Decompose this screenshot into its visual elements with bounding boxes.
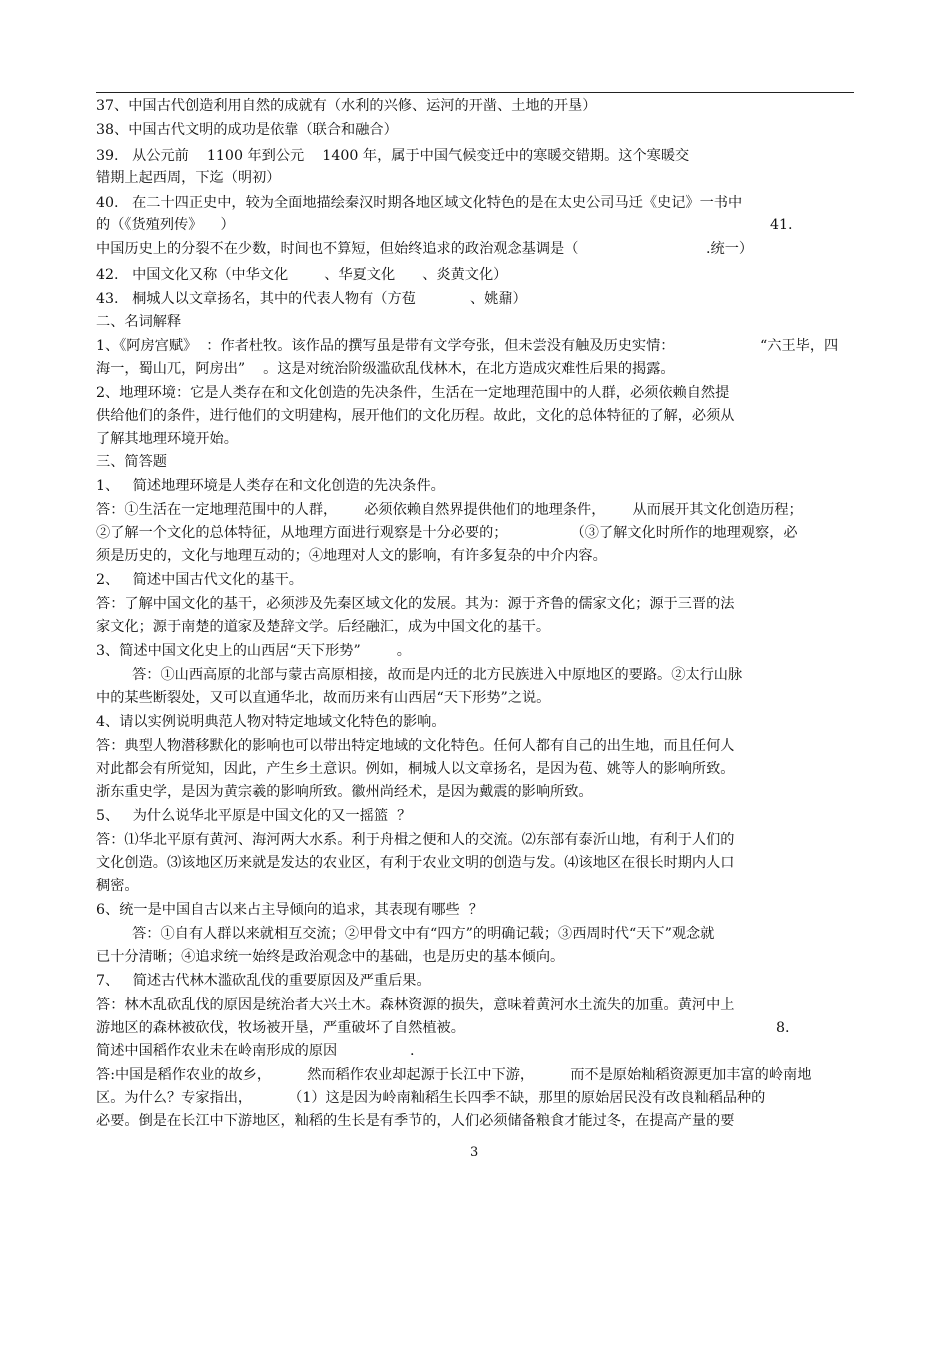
question-39-line1: 39. 从公元前 1100 年到公元 1400 年，属于中国气候变迁中的寒暖交错期。这个寒暖交 xyxy=(96,148,690,164)
answer-5-question: 5、 为什么说华北平原是中国文化的又一摇篮 ？ xyxy=(96,808,412,824)
section-heading-terms: 二、名词解释 xyxy=(96,314,182,330)
answer-3-question: 3、简述中国文化史上的山西居“天下形势” 。 xyxy=(96,643,411,659)
question-40-line1: 40. 在二十四正史中，较为全面地描绘秦汉时期各地区域文化特色的是在太史公司马迁《史记》一书中 xyxy=(96,195,743,211)
header-rule xyxy=(96,92,854,93)
term-2-line1: 2、地理环境：它是人类存在和文化创造的先决条件，生活在一定地理范围中的人群，必须依赖自然提 xyxy=(96,385,730,401)
answer-2-line1: 答：了解中国文化的基干，必须涉及先秦区域文化的发展。其为：源于齐鲁的儒家文化；源于三晋的法 xyxy=(96,596,735,612)
answer-3-line1: 答：①山西高原的北部与蒙古高原相接，故而是内迁的北方民族进入中原地区的要路。②太行山脉 xyxy=(96,667,743,683)
answer-6-question: 6、统一是中国自古以来占主导倾向的追求，其表现有哪些 ？ xyxy=(96,902,483,918)
answer-4-line2: 对此都会有所觉知，因此，产生乡土意识。例如，桐城人以文章扬名，是因为苞、姚等人的影响所致。 xyxy=(96,761,735,777)
term-2-line2: 供给他们的条件，进行他们的文明建构，展开他们的文化历程。故此，文化的总体特征的了解，必须从 xyxy=(96,408,735,424)
answer-2-question: 2、 简述中国古代文化的基干。 xyxy=(96,572,303,588)
answer-7-line2: 游地区的森林被砍伐，牧场被开垦，严重破坏了自然植被。 xyxy=(96,1020,465,1036)
answer-4-question: 4、请以实例说明典范人物对特定地域文化特色的影响。 xyxy=(96,714,446,730)
answer-5-line1: 答：⑴华北平原有黄河、海河两大水系。利于舟楫之便和人的交流。⑵东部有泰沂山地，有利于人们的 xyxy=(96,832,735,848)
question-37: 37、中国古代创造利用自然的成就有（水利的兴修、运河的开凿、土地的开垦） xyxy=(96,98,597,114)
answer-5-line2: 文化创造。⑶该地区历来就是发达的农业区，有利于农业文明的创造与发。⑷该地区在很长时期内人口 xyxy=(96,855,735,871)
question-40-line2: 的（《货殖列传》 ） xyxy=(96,217,235,233)
page-number: 3 xyxy=(470,1145,479,1160)
term-1-line1: 1、《阿房宫赋》 ：作者杜牧。该作品的撰写虽是带有文学夸张，但未尝没有触及历史实情： xyxy=(96,338,675,354)
answer-7-line1: 答：林木乱砍乱伐的原因是统治者大兴土木。森林资源的损失，意味着黄河水土流失的加重。黄河中上 xyxy=(96,997,735,1013)
question-39-line2: 错期上起西周，下迄（明初） xyxy=(96,170,281,186)
answer-4-line3: 浙东重史学，是因为黄宗羲的影响所致。徽州尚经术，是因为戴震的影响所致。 xyxy=(96,784,593,800)
section-heading-short-answer: 三、简答题 xyxy=(96,454,167,470)
answer-1-line2: ②了解一个文化的总体特征，从地理方面进行观察是十分必要的； （③了解文化时所作的地理观察，必 xyxy=(96,525,798,541)
answer-6-line1: 答：①自有人群以来就相互交流；②甲骨文中有“四方”的明确记载；③西周时代“天下”观念就 xyxy=(96,926,715,942)
answer-8-line2: 区。为什么？专家指出， （1）这是因为岭南籼稻生长四季不缺，那里的原始居民没有改良籼稻品种的 xyxy=(96,1090,766,1106)
answer-4-line1: 答：典型人物潜移默化的影响也可以带出特定地域的文化特色。任何人都有自己的出生地，而且任何人 xyxy=(96,738,735,754)
question-38: 38、中国古代文明的成功是依靠（联合和融合） xyxy=(96,122,398,138)
answer-8-number: 8. xyxy=(776,1020,790,1036)
answer-8-line1: 答:中国是稻作农业的故乡， 然而稻作农业却起源于长江中下游， 而不是原始籼稻资源更加丰富的岭南地 xyxy=(96,1067,812,1083)
answer-5-line3: 稠密。 xyxy=(96,878,139,894)
answer-8-question: 简述中国稻作农业未在岭南形成的原因 xyxy=(96,1043,338,1059)
answer-1-line3: 须是历史的，文化与地理互动的；④地理对人文的影响，有许多复杂的中介内容。 xyxy=(96,548,607,564)
question-43: 43. 桐城人以文章扬名，其中的代表人物有（方苞 、姚鼐） xyxy=(96,291,527,307)
answer-2-line2: 家文化；源于南楚的道家及楚辞文学。后经融汇，成为中国文化的基干。 xyxy=(96,619,551,635)
term-1-line2: 海一，蜀山兀，阿房出” 。这是对统治阶级滥砍乱伐林木，在北方造成灾难性后果的揭露。 xyxy=(96,361,675,377)
question-42: 42. 中国文化又称（中华文化 、华夏文化 、炎黄文化） xyxy=(96,267,508,283)
term-2-line3: 了解其地理环境开始。 xyxy=(96,431,238,447)
answer-3-line2: 中的某些断裂处，又可以直通华北，故而历来有山西居“天下形势”之说。 xyxy=(96,690,551,706)
answer-8-line3: 必要。倒是在长江中下游地区，籼稻的生长是有季节的，人们必须储备粮食才能过冬，在提高产量的要 xyxy=(96,1113,735,1129)
term-1-quote: “六王毕，四 xyxy=(760,338,839,354)
answer-8-period: . xyxy=(410,1043,415,1059)
question-41-answer: .统一） xyxy=(706,241,754,257)
answer-1-line1: 答：①生活在一定地理范围中的人群， 必须依赖自然界提供他们的地理条件， 从而展开其文化创造历程； xyxy=(96,502,803,518)
question-41-number: 41. xyxy=(770,217,793,233)
question-41-text: 中国历史上的分裂不在少数，时间也不算短，但始终追求的政治观念基调是（ xyxy=(96,241,579,257)
answer-6-line2: 已十分清晰；④追求统一始终是政治观念中的基础，也是历史的基本倾向。 xyxy=(96,949,565,965)
answer-1-question: 1、 简述地理环境是人类存在和文化创造的先决条件。 xyxy=(96,478,445,494)
answer-7-question: 7、 简述古代林木滥砍乱伐的重要原因及严重后果。 xyxy=(96,973,431,989)
